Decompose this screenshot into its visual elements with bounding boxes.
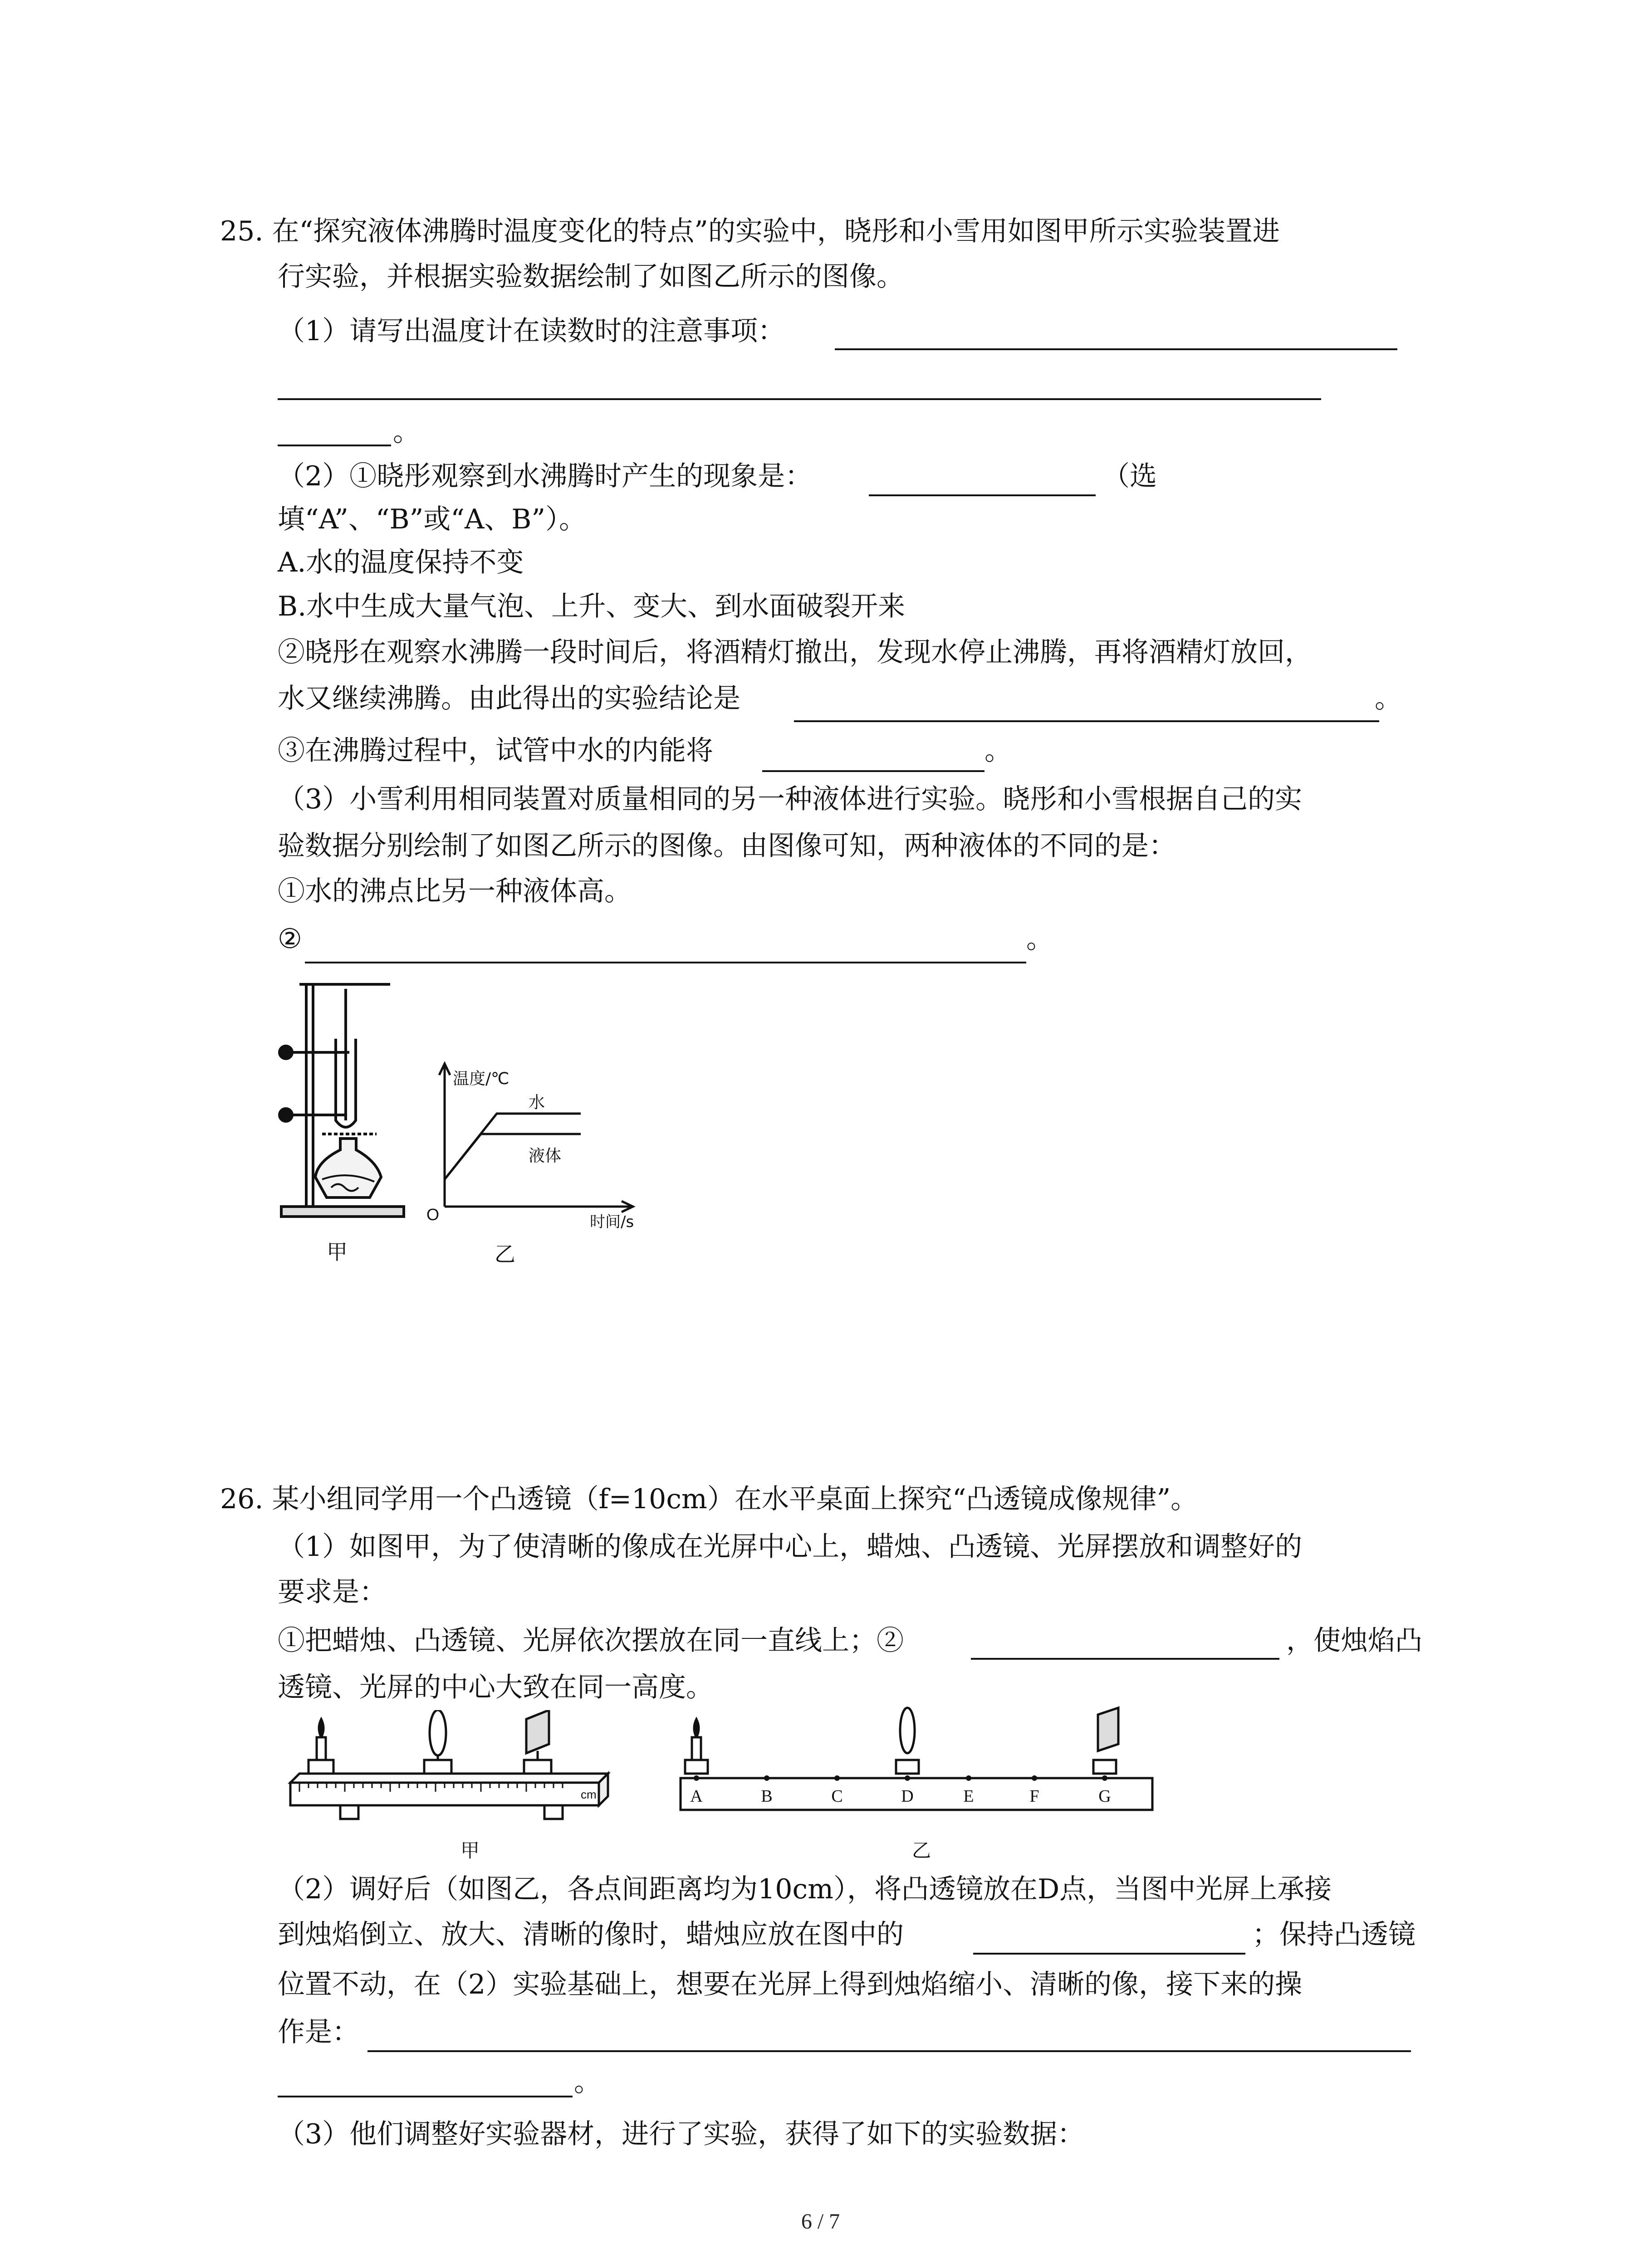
- point-label-c: C: [831, 1787, 843, 1806]
- q25-part2c-end: 。: [985, 735, 1012, 767]
- q25-part3-line1: （3）小雪利用相同装置对质量相同的另一种液体进行实验。晓彤和小雪根据自己的实: [278, 783, 1303, 815]
- q26-figure-jia-caption: 甲: [460, 1839, 480, 1862]
- chart-xlabel: 时间/s: [590, 1213, 634, 1229]
- point-label-e: E: [963, 1787, 974, 1806]
- point-label-d: D: [901, 1787, 914, 1806]
- q25-part2a-answer-blank[interactable]: [869, 494, 1096, 496]
- q25-part3-line2: 验数据分别绘制了如图乙所示的图像。由图像可知，两种液体的不同的是：: [278, 830, 1176, 862]
- q25-part2a-prompt: （2）①晓彤观察到水沸腾时产生的现象是：: [278, 460, 813, 492]
- q25-stem-line1: 25. 在“探究液体沸腾时温度变化的特点”的实验中，晓彤和小雪用如图甲所示实验装置进: [220, 215, 1280, 247]
- q26-part2-line2a: 到烛焰倒立、放大、清晰的像时，蜡烛应放在图中的: [278, 1919, 904, 1950]
- q26-part2-operation-blank-1[interactable]: [367, 2050, 1411, 2052]
- q25-part2b-end: 。: [1375, 683, 1402, 714]
- q25-part2a-line2: 填“A”、“B”或“A、B”）。: [278, 503, 587, 535]
- figure-yi-caption: 乙: [495, 1242, 515, 1266]
- point-label-f: F: [1029, 1787, 1039, 1806]
- chart-series-water-label: 水: [529, 1093, 545, 1112]
- q26-part2-position-blank[interactable]: [973, 1953, 1245, 1955]
- point-label-a: A: [690, 1787, 703, 1806]
- q25-part1-answer-blank-3[interactable]: [278, 445, 391, 446]
- q25-part1-prompt: （1）请写出温度计在读数时的注意事项：: [278, 315, 785, 347]
- optical-bench-figure: [272, 1710, 617, 1842]
- q26-part1-line2: 要求是：: [278, 1576, 387, 1608]
- q25-part2b-answer-blank[interactable]: [794, 720, 1379, 722]
- chart-series-liquid-label: 液体: [529, 1147, 562, 1165]
- q26-part2-operation-blank-2[interactable]: [278, 2096, 573, 2097]
- q26-part2-end: 。: [574, 2066, 601, 2098]
- q25-part3-line4: ②: [278, 923, 302, 955]
- q26-part1-answer-blank[interactable]: [971, 1658, 1279, 1660]
- q25-part2c-answer-blank[interactable]: [762, 770, 985, 772]
- q26-part2-line2b: ；保持凸透镜: [1252, 1919, 1416, 1950]
- q26-part2-line3: 位置不动，在（2）实验基础上，想要在光屏上得到烛焰缩小、清晰的像，接下来的操: [278, 1969, 1303, 2000]
- q25-part2b-line2: 水又继续沸腾。由此得出的实验结论是: [278, 683, 740, 714]
- bench-unit-label: cm: [581, 1788, 597, 1801]
- q26-part2-line4: 作是：: [278, 2016, 359, 2048]
- q25-part2a-suffix: （选: [1102, 460, 1157, 492]
- q26-part3-line: （3）他们调整好实验器材，进行了实验，获得了如下的实验数据：: [278, 2118, 1085, 2150]
- points-bench-figure: [671, 1706, 1157, 1828]
- figure-jia-caption: 甲: [327, 1240, 348, 1264]
- q26-part1-line4: 透镜、光屏的中心大致在同一高度。: [278, 1672, 713, 1703]
- q25-part1-answer-blank-1[interactable]: [835, 348, 1397, 350]
- q26-figure-yi-caption: 乙: [912, 1839, 931, 1862]
- q25-part2c-prompt: ③在沸腾过程中，试管中水的内能将: [278, 735, 713, 767]
- q26-part2-line1: （2）调好后（如图乙，各点间距离均为10cm），将凸透镜放在D点，当图中光屏上承接: [278, 1873, 1332, 1905]
- q25-option-a: A.水的温度保持不变: [278, 547, 524, 578]
- point-label-b: B: [761, 1787, 773, 1806]
- boiling-apparatus-figure: [272, 971, 417, 1229]
- q26-part1-line1: （1）如图甲，为了使清晰的像成在光屏中心上，蜡烛、凸透镜、光屏摆放和调整好的: [278, 1531, 1303, 1563]
- q25-part2b-line1: ②晓彤在观察水沸腾一段时间后，将酒精灯撤出，发现水停止沸腾，再将酒精灯放回，: [278, 636, 1312, 668]
- chart-origin-label: O: [426, 1205, 440, 1224]
- q25-part1-answer-blank-2[interactable]: [278, 398, 1321, 400]
- q26-part1-line3b: ，使烛焰凸: [1286, 1625, 1422, 1657]
- q25-part3-line3: ①水的沸点比另一种液体高。: [278, 875, 632, 907]
- q26-stem: 26. 某小组同学用一个凸透镜（f=10cm）在水平桌面上探究“凸透镜成像规律”。: [220, 1483, 1198, 1515]
- q26-part1-line3a: ①把蜡烛、凸透镜、光屏依次摆放在同一直线上；②: [278, 1625, 904, 1657]
- point-label-g: G: [1098, 1787, 1111, 1806]
- q25-stem-line2: 行实验，并根据实验数据绘制了如图乙所示的图像。: [278, 261, 904, 293]
- q25-part3-end: 。: [1026, 923, 1053, 955]
- q25-option-b: B.水中生成大量气泡、上升、变大、到水面破裂开来: [278, 591, 906, 622]
- chart-ylabel: 温度/℃: [453, 1070, 509, 1088]
- temperature-time-chart: [417, 1057, 653, 1229]
- q25-part3-answer-blank[interactable]: [305, 962, 1026, 963]
- q25-part1-end: 。: [393, 416, 420, 448]
- page-number: 6 / 7: [801, 2209, 840, 2234]
